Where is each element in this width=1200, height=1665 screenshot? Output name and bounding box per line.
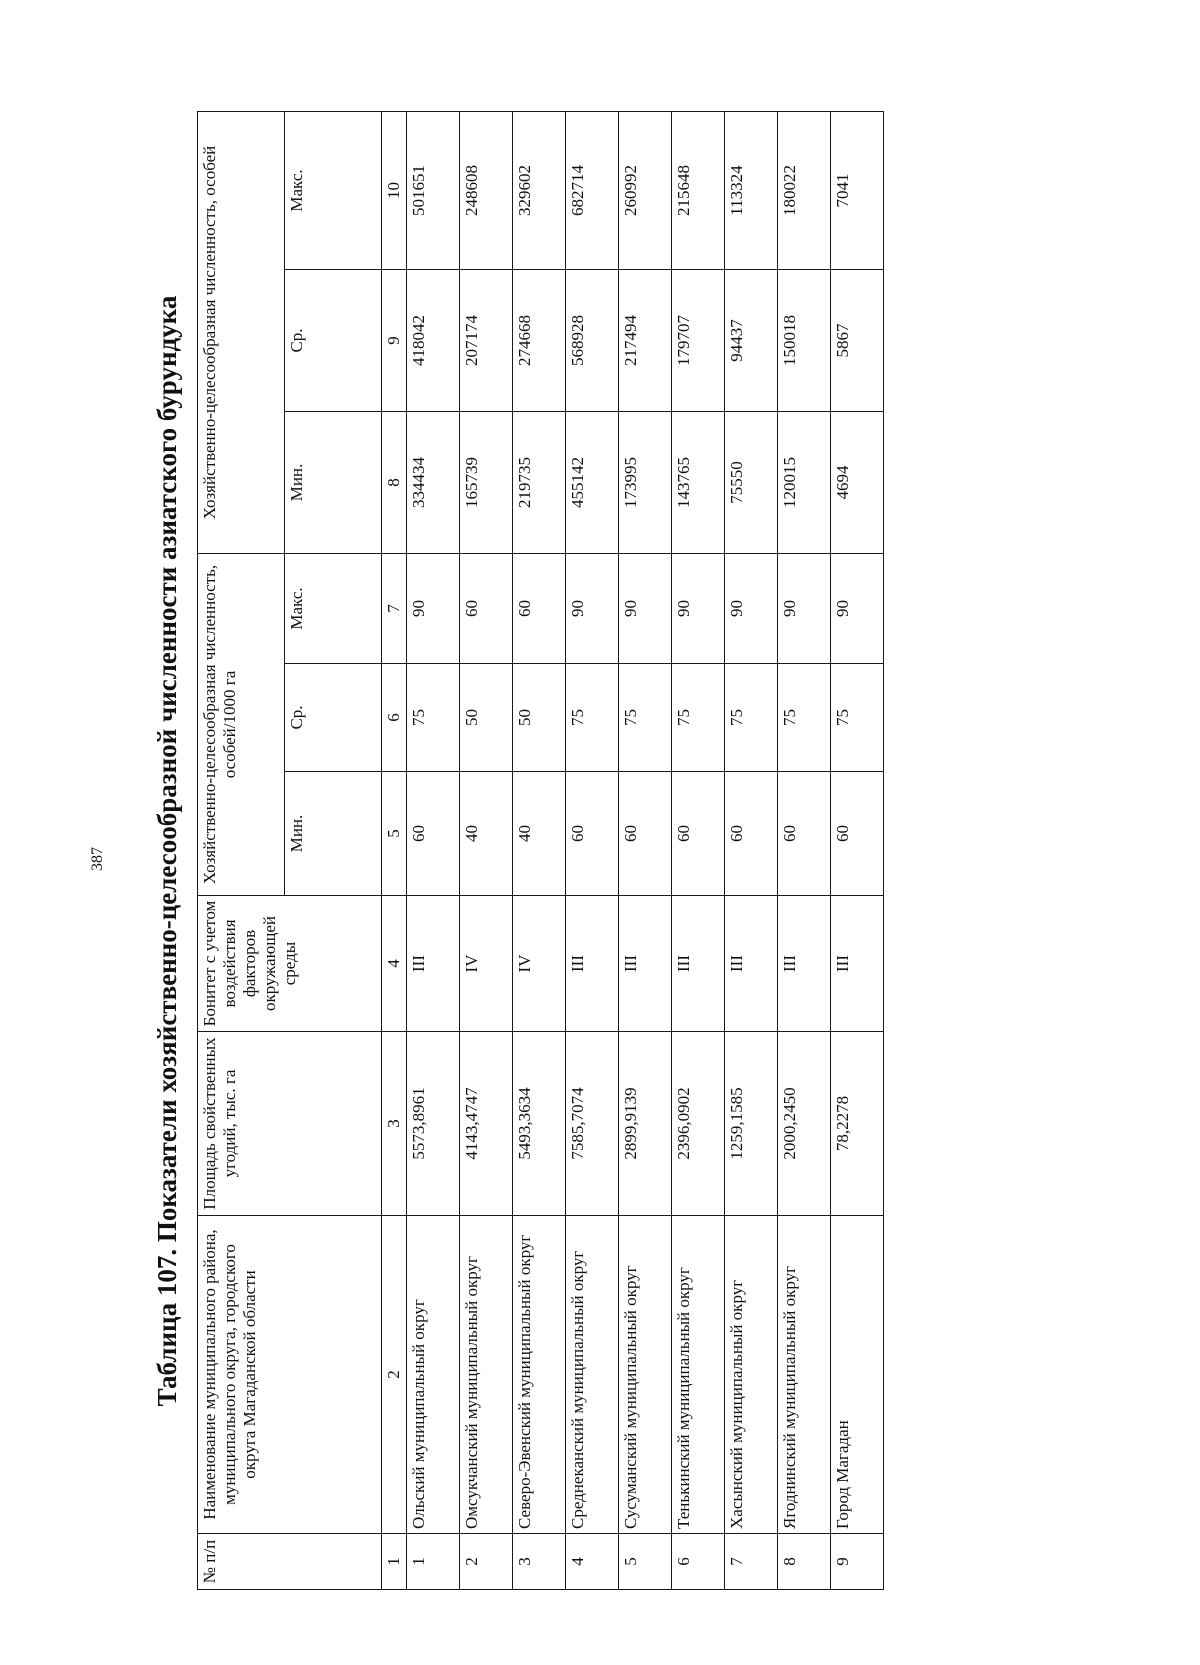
table-title: Таблица 107. Показатели хозяйственно-целесообразной численности азиатского бурундука	[152, 295, 182, 1407]
row-number-cell: 2	[460, 1534, 513, 1590]
area-cell: 4143,4747	[460, 1032, 513, 1216]
row-number-cell: 6	[672, 1534, 725, 1590]
district-name-cell: Город Магадан	[831, 1216, 884, 1534]
bonitet-cell: III	[619, 896, 672, 1032]
column-number: 4	[382, 896, 407, 1032]
density-min-cell: 40	[513, 772, 566, 896]
header-total-group: Хозяйственно-целесообразная численность, особей	[198, 111, 285, 553]
page-number: 387	[89, 847, 106, 871]
row-number-cell: 9	[831, 1534, 884, 1590]
total-max-cell: 113324	[725, 111, 778, 269]
column-number-row	[382, 111, 407, 1589]
column-number: 7	[382, 554, 407, 664]
table-row	[513, 111, 566, 1589]
column-number: 10	[382, 111, 407, 269]
density-max-cell: 90	[407, 554, 460, 664]
total-min-cell: 120015	[778, 412, 831, 554]
density-avg-cell: 75	[566, 664, 619, 772]
district-name-cell: Сусуманский муниципальный округ	[619, 1216, 672, 1534]
total-max-cell: 7041	[831, 111, 884, 269]
total-avg-cell: 5867	[831, 270, 884, 412]
density-avg-cell: 75	[619, 664, 672, 772]
header-density-group: Хозяйственно-целесообразная численность, особей/1000 га	[198, 554, 285, 896]
row-number-cell: 7	[725, 1534, 778, 1590]
header-total-max: Макс.	[285, 111, 382, 269]
total-avg-cell: 94437	[725, 270, 778, 412]
table-row	[831, 111, 884, 1589]
area-cell: 5573,8961	[407, 1032, 460, 1216]
density-min-cell: 60	[566, 772, 619, 896]
density-avg-cell: 50	[513, 664, 566, 772]
bonitet-cell: IV	[460, 896, 513, 1032]
table-row	[725, 111, 778, 1589]
density-avg-cell: 75	[407, 664, 460, 772]
bonitet-cell: III	[407, 896, 460, 1032]
column-number: 5	[382, 772, 407, 896]
table-row	[778, 111, 831, 1589]
total-max-cell: 501651	[407, 111, 460, 269]
header-density-min: Мин.	[285, 772, 382, 896]
bonitet-cell: III	[672, 896, 725, 1032]
density-avg-cell: 75	[778, 664, 831, 772]
table-row	[460, 111, 513, 1589]
district-name-cell: Омсукчанский муниципальный округ	[460, 1216, 513, 1534]
total-min-cell: 143765	[672, 412, 725, 554]
total-max-cell: 180022	[778, 111, 831, 269]
row-number-cell: 5	[619, 1534, 672, 1590]
table-row	[566, 111, 619, 1589]
row-number-cell: 1	[407, 1534, 460, 1590]
area-cell: 2000,2450	[778, 1032, 831, 1216]
density-min-cell: 60	[407, 772, 460, 896]
bonitet-cell: III	[725, 896, 778, 1032]
district-name-cell: Ягоднинский муниципальный округ	[778, 1216, 831, 1534]
total-min-cell: 165739	[460, 412, 513, 554]
district-name-cell: Хасынский муниципальный округ	[725, 1216, 778, 1534]
total-avg-cell: 150018	[778, 270, 831, 412]
column-number: 3	[382, 1032, 407, 1216]
total-avg-cell: 179707	[672, 270, 725, 412]
density-min-cell: 60	[672, 772, 725, 896]
header-name: Наименование муниципального района, муниципального округа, городского округа Магаданской области	[198, 1216, 382, 1534]
area-cell: 2396,0902	[672, 1032, 725, 1216]
bonitet-cell: IV	[513, 896, 566, 1032]
column-number: 9	[382, 270, 407, 412]
total-min-cell: 173995	[619, 412, 672, 554]
bonitet-cell: III	[778, 896, 831, 1032]
density-min-cell: 60	[831, 772, 884, 896]
total-max-cell: 215648	[672, 111, 725, 269]
header-total-min: Мин.	[285, 412, 382, 554]
column-number: 6	[382, 664, 407, 772]
header-row	[198, 111, 285, 1589]
row-number-cell: 3	[513, 1534, 566, 1590]
row-number-cell: 4	[566, 1534, 619, 1590]
density-max-cell: 90	[672, 554, 725, 664]
table-row	[407, 111, 460, 1589]
total-min-cell: 75550	[725, 412, 778, 554]
density-min-cell: 40	[460, 772, 513, 896]
district-name-cell: Северо-Эвенский муниципальный округ	[513, 1216, 566, 1534]
table-row	[672, 111, 725, 1589]
header-bonitet: Бонитет с учетом воздействия факторов окружающей среды	[198, 896, 382, 1032]
district-name-cell: Тенькинский муниципальный округ	[672, 1216, 725, 1534]
density-min-cell: 60	[778, 772, 831, 896]
density-max-cell: 60	[460, 554, 513, 664]
density-avg-cell: 75	[831, 664, 884, 772]
density-max-cell: 90	[725, 554, 778, 664]
density-min-cell: 60	[725, 772, 778, 896]
area-cell: 1259,1585	[725, 1032, 778, 1216]
header-density-avg: Ср.	[285, 664, 382, 772]
density-max-cell: 90	[566, 554, 619, 664]
total-avg-cell: 207174	[460, 270, 513, 412]
area-cell: 2899,9139	[619, 1032, 672, 1216]
density-max-cell: 90	[619, 554, 672, 664]
header-density-max: Макс.	[285, 554, 382, 664]
table-body	[407, 111, 884, 1589]
total-min-cell: 219735	[513, 412, 566, 554]
column-number: 1	[382, 1534, 407, 1590]
total-avg-cell: 568928	[566, 270, 619, 412]
district-name-cell: Ольский муниципальный округ	[407, 1216, 460, 1534]
chipmunk-population-table	[197, 111, 884, 1590]
header-area: Площадь свойственных угодий, тыс. га	[198, 1032, 382, 1216]
header-num: № п/п	[198, 1534, 382, 1590]
area-cell: 78,2278	[831, 1032, 884, 1216]
total-max-cell: 260992	[619, 111, 672, 269]
total-avg-cell: 217494	[619, 270, 672, 412]
total-avg-cell: 418042	[407, 270, 460, 412]
bonitet-cell: III	[566, 896, 619, 1032]
total-min-cell: 4694	[831, 412, 884, 554]
density-avg-cell: 50	[460, 664, 513, 772]
total-min-cell: 455142	[566, 412, 619, 554]
area-cell: 7585,7074	[566, 1032, 619, 1216]
density-max-cell: 60	[513, 554, 566, 664]
row-number-cell: 8	[778, 1534, 831, 1590]
density-min-cell: 60	[619, 772, 672, 896]
density-avg-cell: 75	[672, 664, 725, 772]
table-row	[619, 111, 672, 1589]
total-max-cell: 682714	[566, 111, 619, 269]
rotated-page-content	[145, 112, 855, 1590]
column-number: 2	[382, 1216, 407, 1534]
density-max-cell: 90	[778, 554, 831, 664]
header-total-avg: Ср.	[285, 270, 382, 412]
total-avg-cell: 274668	[513, 270, 566, 412]
column-number: 8	[382, 412, 407, 554]
bonitet-cell: III	[831, 896, 884, 1032]
total-max-cell: 248608	[460, 111, 513, 269]
total-max-cell: 329602	[513, 111, 566, 269]
area-cell: 5493,3634	[513, 1032, 566, 1216]
density-max-cell: 90	[831, 554, 884, 664]
total-min-cell: 334434	[407, 412, 460, 554]
district-name-cell: Среднеканский муниципальный округ	[566, 1216, 619, 1534]
density-avg-cell: 75	[725, 664, 778, 772]
